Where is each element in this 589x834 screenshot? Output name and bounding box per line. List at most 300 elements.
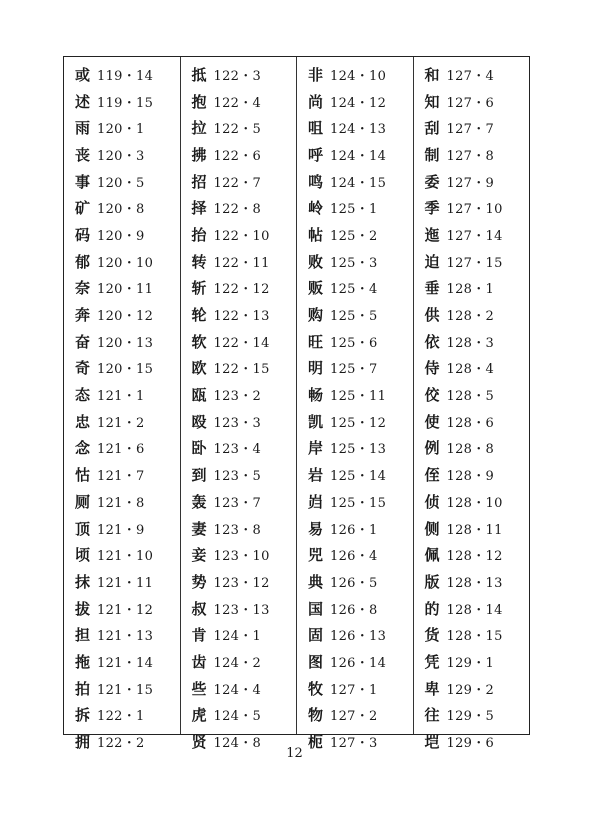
- entry-reference: 124・1: [213, 629, 262, 645]
- entry-character: 侦: [424, 492, 440, 511]
- entry-character: 顷: [75, 546, 91, 565]
- index-entry: [414, 88, 530, 115]
- entry-reference: 127・3: [330, 736, 378, 752]
- entry-character: 贩: [308, 279, 324, 298]
- entry-reference: 123・10: [213, 549, 270, 565]
- entry-reference: 125・4: [330, 282, 378, 298]
- entry-reference: 125・6: [330, 335, 378, 351]
- index-entry: [414, 355, 530, 382]
- entry-reference: 122・3: [213, 68, 262, 84]
- entry-character: 例: [424, 439, 440, 458]
- entry-reference: 124・5: [213, 709, 262, 725]
- index-column-2: [181, 57, 298, 752]
- entry-reference: 128・5: [446, 389, 495, 405]
- entry-reference: 121・2: [97, 415, 145, 431]
- entry-character: 迤: [424, 225, 440, 244]
- entry-character: 丧: [75, 145, 91, 164]
- entry-character: 明: [308, 359, 324, 378]
- index-entry: [414, 541, 530, 568]
- index-entry: [297, 88, 413, 115]
- entry-character: 转: [191, 252, 207, 271]
- index-entry: [181, 301, 297, 328]
- index-entry: [64, 488, 180, 515]
- index-entry: [64, 168, 180, 195]
- entry-character: 非: [308, 65, 324, 84]
- entry-character: 事: [75, 172, 91, 191]
- entry-reference: 126・13: [330, 629, 387, 645]
- entry-character: 兕: [308, 546, 324, 565]
- entry-character: 卧: [191, 439, 207, 458]
- entry-reference: 124・15: [330, 175, 387, 191]
- entry-character: 图: [308, 652, 324, 671]
- entry-reference: 124・13: [330, 122, 387, 138]
- entry-reference: 125・7: [330, 362, 378, 378]
- index-entry: [64, 621, 180, 648]
- entry-reference: 123・4: [213, 442, 262, 458]
- entry-reference: 120・9: [97, 228, 145, 244]
- entry-reference: 122・1: [97, 709, 145, 725]
- entry-character: 拉: [191, 119, 207, 138]
- index-entry: [64, 408, 180, 435]
- entry-reference: 121・13: [97, 629, 154, 645]
- entry-reference: 122・13: [213, 309, 270, 325]
- entry-reference: 127・4: [446, 68, 495, 84]
- entry-reference: 121・14: [97, 655, 154, 671]
- index-entry: [64, 194, 180, 221]
- entry-character: 鸣: [308, 172, 324, 191]
- index-entry: [64, 435, 180, 462]
- entry-reference: 121・6: [97, 442, 145, 458]
- entry-character: 和: [424, 65, 440, 84]
- index-entry: [181, 435, 297, 462]
- entry-character: 垲: [424, 733, 440, 752]
- entry-reference: 123・7: [213, 495, 262, 511]
- entry-reference: 128・11: [446, 522, 503, 538]
- index-entry: [414, 61, 530, 88]
- entry-character: 的: [424, 599, 440, 618]
- entry-character: 依: [424, 332, 440, 351]
- entry-character: 佩: [424, 546, 440, 565]
- index-entry: [181, 141, 297, 168]
- entry-reference: 122・4: [213, 95, 262, 111]
- entry-reference: 122・6: [213, 148, 262, 164]
- index-entry: [297, 702, 413, 729]
- entry-reference: 120・15: [97, 362, 154, 378]
- entry-character: 典: [308, 572, 324, 591]
- index-entry: [414, 275, 530, 302]
- entry-reference: 122・7: [213, 175, 262, 191]
- index-entry: [64, 328, 180, 355]
- index-entry: [414, 408, 530, 435]
- index-entry: [181, 675, 297, 702]
- entry-character: 势: [191, 572, 207, 591]
- entry-reference: 128・9: [446, 469, 495, 485]
- index-entry: [297, 221, 413, 248]
- index-entry: [64, 301, 180, 328]
- index-entry: [297, 461, 413, 488]
- entry-reference: 124・14: [330, 148, 387, 164]
- entry-reference: 121・8: [97, 495, 145, 511]
- index-entry: [181, 221, 297, 248]
- entry-character: 奋: [75, 332, 91, 351]
- entry-character: 虎: [191, 706, 207, 725]
- entry-character: 拆: [75, 706, 91, 725]
- entry-character: 怙: [75, 466, 91, 485]
- index-entry: [414, 515, 530, 542]
- index-entry: [181, 194, 297, 221]
- character-index-table: [63, 56, 530, 752]
- entry-character: 念: [75, 439, 91, 458]
- entry-character: 齿: [191, 652, 207, 671]
- entry-character: 码: [75, 225, 91, 244]
- entry-character: 委: [424, 172, 440, 191]
- entry-reference: 122・10: [213, 228, 270, 244]
- index-entry: [297, 381, 413, 408]
- entry-reference: 125・11: [330, 389, 387, 405]
- entry-character: 抬: [191, 225, 207, 244]
- entry-character: 贤: [191, 733, 207, 752]
- index-entry: [64, 675, 180, 702]
- index-entry: [181, 355, 297, 382]
- index-entry: [64, 221, 180, 248]
- entry-reference: 122・11: [213, 255, 270, 271]
- entry-reference: 120・5: [97, 175, 145, 191]
- index-entry: [64, 515, 180, 542]
- entry-character: 侧: [424, 519, 440, 538]
- index-entry: [64, 541, 180, 568]
- index-entry: [297, 248, 413, 275]
- entry-reference: 128・3: [446, 335, 495, 351]
- entry-reference: 127・2: [330, 709, 378, 725]
- index-entry: [297, 621, 413, 648]
- entry-character: 拔: [75, 599, 91, 618]
- index-entry: [414, 568, 530, 595]
- entry-character: 轰: [191, 492, 207, 511]
- index-entry: [297, 355, 413, 382]
- index-entry: [181, 461, 297, 488]
- index-entry: [414, 301, 530, 328]
- index-entry: [181, 515, 297, 542]
- index-entry: [414, 435, 530, 462]
- entry-reference: 121・9: [97, 522, 145, 538]
- entry-character: 牧: [308, 679, 324, 698]
- entry-character: 择: [191, 199, 207, 218]
- entry-character: 供: [424, 306, 440, 325]
- index-entry: [64, 702, 180, 729]
- index-entry: [297, 61, 413, 88]
- index-entry: [414, 621, 530, 648]
- index-entry: [181, 88, 297, 115]
- entry-character: 到: [191, 466, 207, 485]
- index-entry: [181, 488, 297, 515]
- entry-reference: 120・13: [97, 335, 154, 351]
- entry-reference: 126・5: [330, 575, 378, 591]
- page-number: 12: [286, 746, 303, 761]
- entry-reference: 126・1: [330, 522, 378, 538]
- entry-character: 岿: [308, 492, 324, 511]
- entry-reference: 120・12: [97, 309, 154, 325]
- index-entry: [64, 61, 180, 88]
- entry-character: 版: [424, 572, 440, 591]
- entry-reference: 123・8: [213, 522, 262, 538]
- index-entry: [181, 381, 297, 408]
- entry-character: 态: [75, 386, 91, 405]
- entry-reference: 128・14: [446, 602, 503, 618]
- index-entry: [297, 168, 413, 195]
- index-entry: [297, 488, 413, 515]
- index-entry: [414, 141, 530, 168]
- index-entry: [414, 114, 530, 141]
- index-entry: [414, 702, 530, 729]
- index-column-4: [414, 57, 530, 752]
- entry-reference: 123・5: [213, 469, 262, 485]
- entry-character: 拂: [191, 145, 207, 164]
- entry-reference: 126・8: [330, 602, 378, 618]
- entry-character: 凭: [424, 652, 440, 671]
- entry-reference: 128・4: [446, 362, 495, 378]
- entry-character: 招: [191, 172, 207, 191]
- entry-character: 迫: [424, 252, 440, 271]
- entry-character: 畅: [308, 386, 324, 405]
- index-entry: [414, 595, 530, 622]
- entry-reference: 122・14: [213, 335, 270, 351]
- entry-reference: 122・8: [213, 202, 262, 218]
- entry-character: 制: [424, 145, 440, 164]
- entry-character: 忠: [75, 412, 91, 431]
- entry-character: 肯: [191, 626, 207, 645]
- index-entry: [297, 648, 413, 675]
- index-entry: [64, 275, 180, 302]
- entry-reference: 122・12: [213, 282, 270, 298]
- entry-reference: 127・14: [446, 228, 503, 244]
- entry-character: 欧: [191, 359, 207, 378]
- entry-character: 帖: [308, 225, 324, 244]
- entry-reference: 124・2: [213, 655, 262, 671]
- index-entry: [181, 621, 297, 648]
- entry-character: 尚: [308, 92, 324, 111]
- index-entry: [414, 461, 530, 488]
- entry-character: 咀: [308, 119, 324, 138]
- entry-reference: 121・15: [97, 682, 154, 698]
- entry-reference: 128・1: [446, 282, 495, 298]
- entry-character: 凯: [308, 412, 324, 431]
- entry-character: 拍: [75, 679, 91, 698]
- entry-character: 郁: [75, 252, 91, 271]
- entry-character: 知: [424, 92, 440, 111]
- entry-reference: 126・14: [330, 655, 387, 671]
- entry-reference: 128・15: [446, 629, 503, 645]
- index-column-3: [297, 57, 414, 752]
- entry-reference: 124・4: [213, 682, 262, 698]
- index-entry: [181, 248, 297, 275]
- entry-character: 奇: [75, 359, 91, 378]
- entry-character: 妻: [191, 519, 207, 538]
- entry-reference: 125・2: [330, 228, 378, 244]
- index-entry: [181, 328, 297, 355]
- entry-character: 侄: [424, 466, 440, 485]
- entry-reference: 128・12: [446, 549, 503, 565]
- entry-character: 抹: [75, 572, 91, 591]
- entry-reference: 128・13: [446, 575, 503, 591]
- entry-reference: 123・2: [213, 389, 262, 405]
- index-entry: [297, 328, 413, 355]
- entry-reference: 124・12: [330, 95, 387, 111]
- entry-character: 拥: [75, 733, 91, 752]
- index-entry: [181, 168, 297, 195]
- index-entry: [414, 221, 530, 248]
- index-entry: [414, 328, 530, 355]
- entry-character: 岸: [308, 439, 324, 458]
- entry-reference: 119・15: [97, 95, 154, 111]
- entry-character: 拖: [75, 652, 91, 671]
- entry-reference: 127・9: [446, 175, 495, 191]
- entry-reference: 120・1: [97, 122, 145, 138]
- entry-character: 旺: [308, 332, 324, 351]
- entry-character: 呼: [308, 145, 324, 164]
- index-entry: [297, 301, 413, 328]
- entry-character: 或: [75, 65, 91, 84]
- entry-character: 物: [308, 706, 324, 725]
- entry-character: 抱: [191, 92, 207, 111]
- entry-character: 些: [191, 679, 207, 698]
- index-column-1: [64, 57, 181, 752]
- index-entry: [297, 595, 413, 622]
- index-entry: [64, 88, 180, 115]
- index-entry: [181, 568, 297, 595]
- entry-reference: 121・11: [97, 575, 154, 591]
- entry-character: 国: [308, 599, 324, 618]
- entry-character: 季: [424, 199, 440, 218]
- entry-character: 软: [191, 332, 207, 351]
- index-entry: [64, 248, 180, 275]
- entry-reference: 121・10: [97, 549, 154, 565]
- index-entry: [297, 194, 413, 221]
- entry-reference: 127・1: [330, 682, 378, 698]
- index-entry: [64, 114, 180, 141]
- entry-character: 佼: [424, 386, 440, 405]
- entry-reference: 127・8: [446, 148, 495, 164]
- entry-reference: 129・6: [446, 736, 495, 752]
- entry-character: 易: [308, 519, 324, 538]
- entry-character: 奔: [75, 306, 91, 325]
- entry-reference: 119・14: [97, 68, 154, 84]
- entry-character: 刮: [424, 119, 440, 138]
- index-entry: [64, 355, 180, 382]
- entry-reference: 121・7: [97, 469, 145, 485]
- entry-reference: 123・3: [213, 415, 262, 431]
- entry-character: 奈: [75, 279, 91, 298]
- entry-character: 雨: [75, 119, 91, 138]
- entry-character: 斩: [191, 279, 207, 298]
- entry-reference: 129・5: [446, 709, 495, 725]
- index-entry: [414, 675, 530, 702]
- entry-character: 瓯: [191, 386, 207, 405]
- entry-character: 侍: [424, 359, 440, 378]
- entry-character: 枙: [308, 733, 324, 752]
- index-entry: [64, 648, 180, 675]
- entry-reference: 125・14: [330, 469, 387, 485]
- entry-reference: 122・2: [97, 736, 145, 752]
- index-entry: [297, 675, 413, 702]
- entry-character: 岭: [308, 199, 324, 218]
- entry-character: 岩: [308, 466, 324, 485]
- entry-reference: 121・1: [97, 389, 145, 405]
- index-entry: [64, 461, 180, 488]
- entry-reference: 128・2: [446, 309, 495, 325]
- entry-reference: 122・15: [213, 362, 270, 378]
- entry-character: 顶: [75, 519, 91, 538]
- index-entry: [297, 141, 413, 168]
- entry-character: 矿: [75, 199, 91, 218]
- entry-character: 败: [308, 252, 324, 271]
- entry-character: 购: [308, 306, 324, 325]
- entry-character: 厕: [75, 492, 91, 511]
- index-entry: [297, 408, 413, 435]
- index-entry: [181, 595, 297, 622]
- entry-reference: 129・2: [446, 682, 495, 698]
- entry-character: 往: [424, 706, 440, 725]
- index-entry: [181, 648, 297, 675]
- entry-character: 轮: [191, 306, 207, 325]
- index-entry: [297, 568, 413, 595]
- index-entry: [181, 408, 297, 435]
- entry-character: 妾: [191, 546, 207, 565]
- entry-character: 卑: [424, 679, 440, 698]
- entry-reference: 125・12: [330, 415, 387, 431]
- entry-reference: 126・4: [330, 549, 378, 565]
- index-entry: [64, 141, 180, 168]
- index-entry: [181, 702, 297, 729]
- index-entry: [64, 381, 180, 408]
- entry-reference: 129・1: [446, 655, 495, 671]
- entry-character: 使: [424, 412, 440, 431]
- entry-reference: 125・1: [330, 202, 378, 218]
- index-entry: [297, 114, 413, 141]
- entry-character: 述: [75, 92, 91, 111]
- index-entry: [414, 194, 530, 221]
- index-entry: [64, 568, 180, 595]
- index-entry: [181, 275, 297, 302]
- entry-reference: 125・5: [330, 309, 378, 325]
- entry-character: 抵: [191, 65, 207, 84]
- index-entry: [297, 275, 413, 302]
- entry-character: 担: [75, 626, 91, 645]
- entry-reference: 127・6: [446, 95, 495, 111]
- entry-reference: 127・10: [446, 202, 503, 218]
- entry-reference: 120・8: [97, 202, 145, 218]
- index-entry: [414, 381, 530, 408]
- index-entry: [181, 541, 297, 568]
- entry-reference: 124・10: [330, 68, 387, 84]
- index-entry: [297, 541, 413, 568]
- entry-reference: 121・12: [97, 602, 154, 618]
- entry-reference: 128・10: [446, 495, 503, 511]
- entry-reference: 128・8: [446, 442, 495, 458]
- index-entry: [181, 114, 297, 141]
- entry-reference: 125・13: [330, 442, 387, 458]
- index-entry: [414, 168, 530, 195]
- entry-reference: 123・12: [213, 575, 270, 591]
- entry-character: 货: [424, 626, 440, 645]
- entry-reference: 123・13: [213, 602, 270, 618]
- entry-reference: 120・3: [97, 148, 145, 164]
- entry-reference: 128・6: [446, 415, 495, 431]
- entry-reference: 125・15: [330, 495, 387, 511]
- index-entry: [181, 61, 297, 88]
- index-entry: [414, 488, 530, 515]
- entry-reference: 125・3: [330, 255, 378, 271]
- entry-reference: 120・11: [97, 282, 154, 298]
